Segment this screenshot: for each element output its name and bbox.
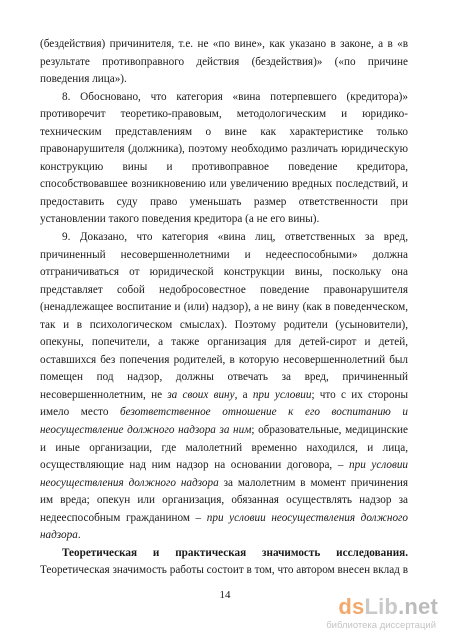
italic-phrase: при условии неосуществления должного надзора bbox=[40, 511, 409, 542]
last-line: Теоретическая значимость работы состоит в том, что автором внесен вклад в bbox=[40, 564, 408, 577]
italic-phrase: при условии bbox=[252, 388, 312, 401]
italic-phrase: безответственное отношение к его воспитанию и неосуществление должного надзора за ним bbox=[40, 406, 408, 437]
italic-phrase: за своих вину bbox=[167, 388, 235, 401]
watermark-subtitle: библиотека диссертаций bbox=[326, 620, 436, 631]
page-number: 14 bbox=[219, 589, 231, 601]
document-body bbox=[40, 36, 408, 580]
watermark-logo: dsLib.net bbox=[338, 594, 438, 619]
paragraph-9-text: 9. Доказано, что категория «вина лиц, ответственных за вред, причиненный несовершеннолетними и недееспособными» должна отграничиваться от юридической конструкции вины, поскольку она представляет собой недобросовестное поведение правонарушителя (ненадлежащее воспитание и (или) надзор), а не вину (как в поведенческом, так и в психологическом смыслах). Поэтому родители (усыновители), опекуны, попечители, а также организация для детей-сирот и детей, оставшихся без попечения родителей, в которую несовершеннолетний был помещен под надзор, должны отвечать за вред, причиненный несовершеннолетним, не bbox=[40, 231, 408, 401]
paragraph-8: 8. Обосновано, что категория «вина потерпевшего (кредитора)» противоречит теоретико-правовым, методологическим и юридико-техническим представлениям о вине как характеристике только правонарушителя (должника), поэтому необходимо различать юридическую конструкцию вины и противоправное поведение кредитора, способствовавшее возникновению или увеличению вредных последствий, и предоставить суду право уменьшать размер ответственности при установлении такого поведения кредитора (а не его вины). bbox=[40, 90, 408, 226]
paragraph-9: 9. Доказано, что категория «вина лиц, ответственных за вред, причиненный несовершеннолетними и недееспособными» должна отграничиваться от юридической конструкции вины, поскольку она представляет собой недобросовестное поведение правонарушителя (ненадлежащее воспитание и (или) надзор), а не вину (как в поведенческом, так и в психологическом смыслах). Поэтому родители (усыновители), опекуны, попечители, а также организация для детей-сирот и детей, оставшихся без попечения родителей, в которую несовершеннолетний был помещен под надзор, должны отвечать за вред, причиненный несовершеннолетним, не за своих вину, а при условии; что с их стороны имело место безответственное отношение к его воспитанию и неосуществление должного надзора за ним; образовательные, медицинские и иные организации, где малолетний временно находился, и лица, осуществляющие над ним надзор на основании договора, – при условии неосуществления должного надзора за малолетним в момент причинения им вреда; опекун или организация, обязанная осуществлять надзор за недееспособным гражданином – при условии неосуществления должного надзора. bbox=[40, 231, 409, 542]
italic-phrase: при условии неосуществления должного надзора bbox=[40, 459, 409, 489]
watermark bbox=[314, 595, 438, 631]
section-heading: Теоретическая и практическая значимость исследования. bbox=[62, 546, 408, 559]
paragraph-continuation: (бездействия) причинителя, т.е. не «по вине», как указано в законе, а в «в результате противоправного действия (бездействия)» («по причине поведения лица»). bbox=[40, 38, 408, 86]
